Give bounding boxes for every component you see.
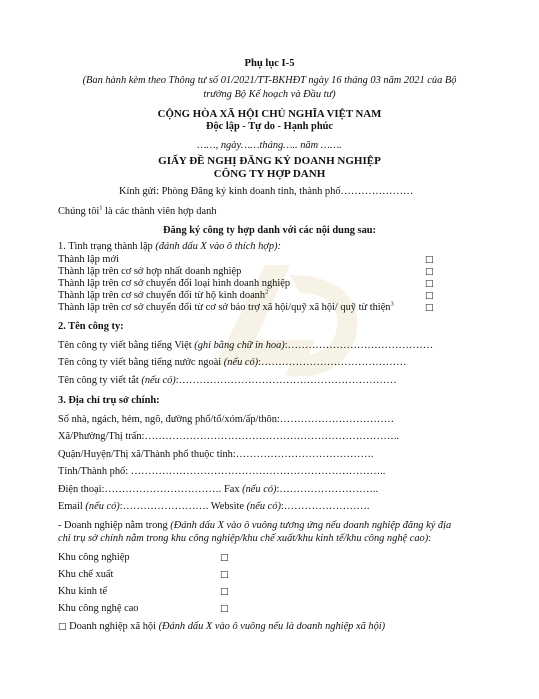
field-blank: :……………………….. <box>276 484 379 495</box>
company-name-foreign-field[interactable] <box>58 357 406 369</box>
country-name: CỘNG HÒA XÃ HỘI CHỦ NGHĨA VIỆT NAM <box>157 108 382 120</box>
intro-line <box>58 206 217 218</box>
zone-label: Khu công nghiệp <box>58 552 130 563</box>
phone-fax-field[interactable] <box>58 484 378 496</box>
status-option-checkbox[interactable]: □ <box>425 291 434 301</box>
field-note: (nếu có) <box>223 357 259 368</box>
addressee-line: Kính gửi: Phòng Đăng ký kinh doanh tỉnh, thành phố………………… <box>119 186 414 197</box>
issued-by-line-1: (Ban hành kèm theo Thông tư số 01/2021/TT-BKHĐT ngày 16 tháng 03 năm 2021 của Bộ <box>82 75 457 86</box>
field-blank: :…………………………………… <box>284 340 434 351</box>
zone-checkbox[interactable]: □ <box>220 587 229 597</box>
option-text: Thành lập trên cơ sở chuyển đổi từ cơ sở bảo trợ xã hội/quỹ xã hội/ quỹ từ thiện <box>58 302 391 313</box>
social-enterprise-label: Doanh nghiệp xã hội <box>66 621 159 632</box>
section-1-heading-text: 1. Tình trạng thành lập <box>58 241 156 252</box>
status-option-label <box>58 254 119 266</box>
company-name-vn-field[interactable] <box>58 340 433 352</box>
zone-note: (Đánh dấu X vào ô vuông tương ứng nếu doanh nghiệp đăng ký địa <box>170 520 452 531</box>
zone-instruction-line-2 <box>58 533 431 545</box>
email-website-field[interactable] <box>58 501 370 513</box>
district-field[interactable]: Quận/Huyện/Thị xã/Thành phố thuộc tỉnh:…………………………………. <box>58 449 374 460</box>
field-blank: :……………………. <box>280 501 370 512</box>
footnote-1: 1 <box>99 204 103 212</box>
zone-checkbox[interactable]: □ <box>220 604 229 614</box>
footnote-2: 2 <box>265 288 269 296</box>
field-note: (nếu có) <box>141 375 176 386</box>
intro-suffix: là các thành viên hợp danh <box>102 206 217 217</box>
status-option-label <box>58 302 394 314</box>
footnote-3: 3 <box>390 300 394 308</box>
appendix-label: Phụ lục I-5 <box>244 58 295 69</box>
status-option-checkbox[interactable]: □ <box>425 303 434 313</box>
ward-field[interactable]: Xã/Phường/Thị trấn:……………………………………………………………….. <box>58 431 400 442</box>
section-1-heading-note: (đánh dấu X vào ô thích hợp): <box>155 241 281 252</box>
zone-colon: : <box>428 533 432 544</box>
section-2-heading: 2. Tên công ty: <box>58 321 124 332</box>
field-label: Tên công ty viết bằng tiếng nước ngoài <box>58 357 224 368</box>
zone-instruction-line-1 <box>58 520 451 532</box>
company-name-abbr-field[interactable] <box>58 375 397 387</box>
issued-by-line-2: trưởng Bộ Kế hoạch và Đầu tư) <box>203 89 336 100</box>
section-3-heading: 3. Địa chỉ trụ sở chính: <box>58 395 160 406</box>
field-note: (nếu có) <box>85 501 120 512</box>
status-option-label <box>58 290 268 302</box>
zone-label: Khu kinh tế <box>58 586 108 597</box>
field-label: Tên công ty viết tắt <box>58 375 142 386</box>
form-title-line-2: CÔNG TY HỢP DANH <box>213 168 326 180</box>
province-field[interactable]: Tỉnh/Thành phố: ……………………………………………………………….. <box>58 466 386 477</box>
status-option-checkbox[interactable]: □ <box>425 279 434 289</box>
option-text: Thành lập mới <box>58 254 119 265</box>
field-note: (nếu có) <box>242 484 277 495</box>
national-motto: Độc lập - Tự do - Hạnh phúc <box>205 121 333 132</box>
social-enterprise-checkbox[interactable]: □ <box>58 622 67 632</box>
section-1-heading <box>58 241 281 253</box>
intro-prefix: Chúng tôi <box>58 206 100 217</box>
register-heading: Đăng ký công ty hợp danh với các nội dung sau: <box>162 225 377 236</box>
date-line: ……, ngày……tháng….. năm ……. <box>197 140 342 151</box>
street-field[interactable]: Số nhà, ngách, hẻm, ngõ, đường phố/tổ/xóm/ấp/thôn:…………………………… <box>58 414 395 425</box>
field-label: Điện thoại:……………………………. Fax <box>58 484 243 495</box>
option-text: Thành lập trên cơ sở chuyển đổi loại hình doanh nghiệp <box>58 278 291 289</box>
social-enterprise-note: (Đánh dấu X vào ô vuông nếu là doanh nghiệp xã hội) <box>158 621 386 632</box>
zone-note: chỉ trụ sở chính nằm trong khu công nghiệp/khu chế xuất/khu kinh tế/khu công nghệ cao) <box>58 533 429 544</box>
zone-label: Khu chế xuất <box>58 569 114 580</box>
status-option-checkbox[interactable]: □ <box>425 255 434 265</box>
zone-checkbox[interactable]: □ <box>220 553 229 563</box>
field-note: (nếu có) <box>246 501 281 512</box>
status-option-checkbox[interactable]: □ <box>425 267 434 277</box>
status-option-label <box>58 278 290 290</box>
field-note: (ghi bằng chữ in hoa) <box>194 340 285 351</box>
zone-label: Khu công nghệ cao <box>58 603 139 614</box>
field-blank: :……………………………………………………… <box>175 375 397 386</box>
field-blank: :…………………………………… <box>258 357 407 368</box>
social-enterprise-row <box>58 621 385 633</box>
form-title-line-1: GIẤY ĐỀ NGHỊ ĐĂNG KÝ DOANH NGHIỆP <box>158 155 381 167</box>
option-text: Thành lập trên cơ sở hợp nhất doanh nghiệp <box>58 266 242 277</box>
zone-checkbox[interactable]: □ <box>220 570 229 580</box>
status-option-label <box>58 266 241 278</box>
field-label: Tên công ty viết bằng tiếng Việt <box>58 340 195 351</box>
option-text: Thành lập trên cơ sở chuyển đổi từ hộ kinh doanh <box>58 290 266 301</box>
zone-prefix: - Doanh nghiệp nằm trong <box>58 520 171 531</box>
field-blank: :……………………. Website <box>119 501 247 512</box>
field-label: Email <box>58 501 86 512</box>
